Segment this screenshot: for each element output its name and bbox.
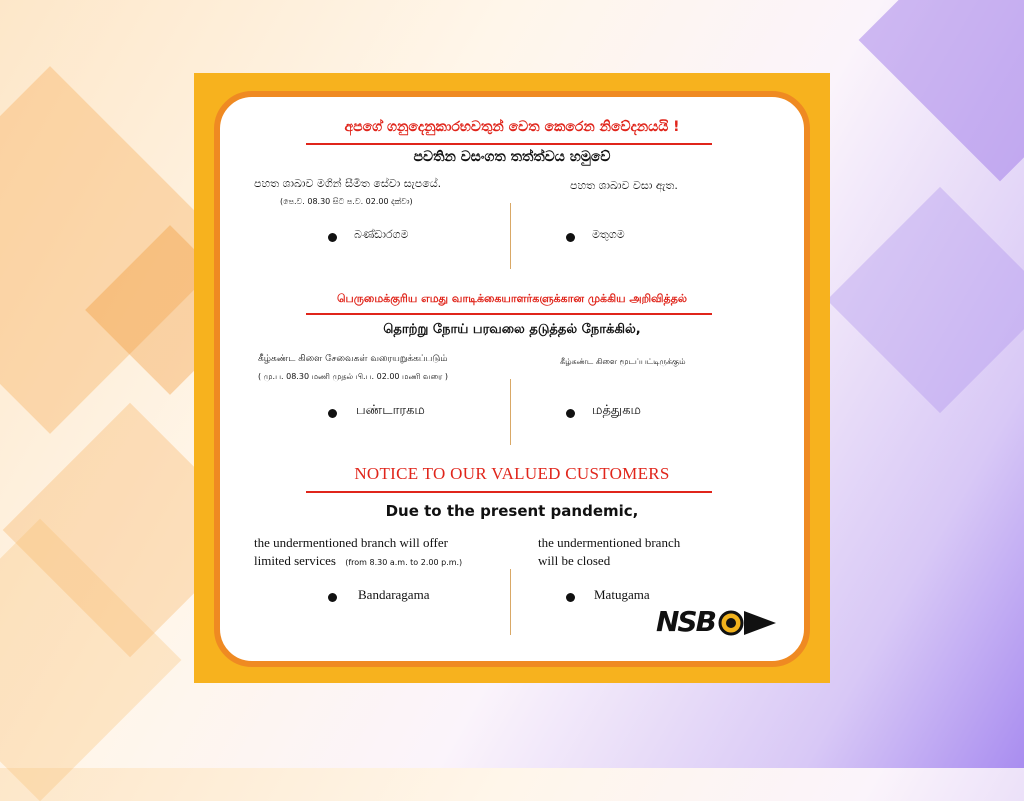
sinhala-left-branch: බණ්ඩාරගම [354, 228, 409, 241]
nsb-logo-icon [718, 605, 788, 641]
background-shape [859, 0, 1024, 181]
tamil-subtitle: தொற்று நோய் பரவலை தடுத்தல் நோக்கில், [383, 322, 641, 337]
nsb-logo-text: NSB [656, 605, 715, 638]
english-left-line2 [254, 553, 462, 569]
english-left-branch: Bandaragama [358, 587, 430, 602]
column-divider [510, 379, 511, 445]
bullet-icon [328, 233, 337, 242]
bullet-icon [328, 409, 337, 418]
sinhala-right-branch: මතුගම [592, 228, 625, 241]
background-shape [827, 187, 1024, 413]
sinhala-right-heading: පහත ශාඛාව වසා ඇත. [570, 179, 678, 192]
english-right-line1: the undermentioned branch [538, 535, 681, 550]
nsb-logo [656, 605, 782, 641]
column-divider [510, 569, 511, 635]
bullet-icon [566, 233, 575, 242]
sinhala-left-heading: පහත ශාඛාව මගින් සීමිත සේවා සැපයේ. [254, 177, 442, 190]
bullet-icon [328, 593, 337, 602]
tamil-left-branch: பண்டாரகம [356, 403, 425, 418]
sinhala-subtitle: පවතින වසංගත තත්ත්වය හමුවේ [413, 149, 611, 165]
tamil-right-heading: கீழ்கண்ட கிளை மூடப்பட்டிருக்கும் [560, 357, 686, 366]
sinhala-title: අපගේ ගනුදෙනුකාරභවතුන් වෙත කෙරෙන නිවේදනයයි ! [344, 119, 680, 135]
tamil-left-hours: ( மு.ப. 08.30 மணி முதல் பி.ப. 02.00 மணி வரை ) [258, 372, 448, 381]
column-divider [510, 203, 511, 269]
notice-card [214, 91, 810, 667]
bullet-icon [566, 409, 575, 418]
sinhala-left-hours: (පෙ.ව. 08.30 සිට ප.ව. 02.00 දක්වා) [280, 197, 413, 206]
sinhala-title-rule [306, 143, 712, 145]
tamil-title: பெருமைக்குரிய எமது வாடிக்கையாளர்களுக்கான முக்கிய அறிவித்தல் [336, 292, 688, 305]
english-right-line2: will be closed [538, 553, 611, 568]
tamil-title-rule [306, 313, 712, 315]
notice-frame [194, 73, 830, 683]
bullet-icon [566, 593, 575, 602]
english-left-limited: limited services [254, 553, 336, 568]
english-title-rule [306, 491, 712, 493]
tamil-left-heading: கீழ்கண்ட கிளை சேவைகள் வரையறுக்கப்படும் [258, 354, 448, 364]
tamil-right-branch: மத்துகம [592, 403, 641, 418]
english-title: NOTICE TO OUR VALUED CUSTOMERS [354, 464, 670, 483]
english-left-hours: (from 8.30 a.m. to 2.00 p.m.) [345, 558, 463, 567]
english-subtitle: Due to the present pandemic, [385, 502, 639, 520]
english-left-line1: the undermentioned branch will offer [254, 535, 448, 550]
english-right-branch: Matugama [594, 587, 650, 602]
